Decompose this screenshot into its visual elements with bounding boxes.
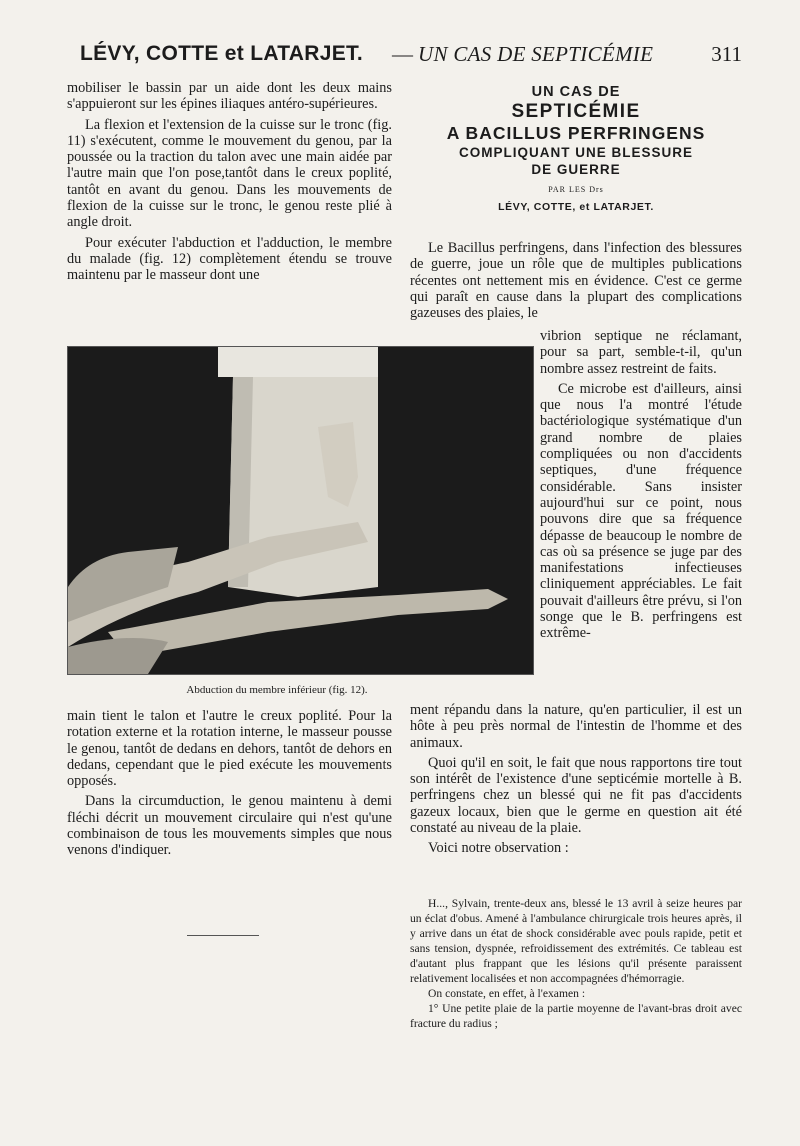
paragraph: main tient le talon et l'autre le creux poplité. Pour la rotation externe et la rotation interne, le masseur pousse le genou, tantôt de dedans en dehors, tantôt de dehors en dedans, cependant que le pied exécute les mouvements opposés. (67, 708, 392, 790)
page-number: 311 (711, 42, 742, 66)
paragraph: vibrion septique ne réclamant, pour sa part, semble-t-il, qu'un nombre assez restreint de faits. (540, 328, 742, 377)
leg-abduction-illustration (68, 347, 533, 674)
paragraph: mobiliser le bassin par un aide dont les deux mains s'appuieront sur les épines iliaques antéro-supérieures. (67, 80, 392, 113)
paragraph: H..., Sylvain, trente-deux ans, blessé le 13 avril à seize heures par un éclat d'obus. Amené à l'ambulance chirurgicale trois heures après, il y arrive dans un état de shock considérable avec pouls rapide, petit et sans tension, dyspnée, refroidissement des extrémités. Ce tableau est d'autant plus frappant que les lésions qu'il présente paraissent relativement localisées et non accompagnées d'hémorragie. (410, 897, 742, 985)
article-authors: LÉVY, COTTE, et LATARJET. (498, 201, 654, 213)
header-running-title: UN CAS DE SEPTICÉMIE (418, 42, 654, 66)
heading-line: DE GUERRE (531, 162, 621, 177)
heading-line: SEPTICÉMIE (511, 101, 641, 122)
paragraph: 1° Une petite plaie de la partie moyenne de l'avant-bras droit avec fracture du radius ; (410, 1002, 742, 1030)
paragraph: On constate, en effet, à l'examen : (428, 987, 586, 1000)
header-separator: — (392, 42, 413, 66)
case-report (410, 896, 742, 1031)
paragraph: Quoi qu'il en soit, le fait que nous rapportons tire tout son intérêt de l'existence d'une septicémie mortelle à B. perfringens chez un blessé qui ne fit pas d'accidents gazeux locaux, bien que le germe en question ait été constaté au niveau de la plaie. (410, 754, 742, 837)
figure-photograph (67, 346, 534, 675)
section-divider (187, 935, 259, 936)
paragraph: Le Bacillus perfringens, dans l'infection des blessures de guerre, joue un rôle que de multiples publications récentes ont nettement mis en évidence. C'est ce germe qui paraît en cause dans la plupart des complications gazeuses des plaies, le (410, 240, 742, 322)
figure-caption: Abduction du membre inférieur (fig. 12). (186, 684, 368, 696)
paragraph: Voici notre observation : (428, 840, 569, 857)
byline: PAR LES Drs (548, 185, 604, 194)
left-column-bottom (67, 708, 392, 859)
right-column-top (410, 240, 742, 321)
paragraph: Dans la circumduction, le genou maintenu à demi fléchi décrit un mouvement circulaire qui n'est qu'une combinaison de tous les mouvements simples que nous venons d'indiquer. (67, 793, 392, 859)
paragraph: ment répandu dans la nature, qu'en particulier, il est un hôte à peu près normal de l'intestin de l'homme et des animaux. (410, 702, 742, 751)
paragraph: Pour exécuter l'abduction et l'adduction, le membre du malade (fig. 12) complètement étendu se trouve maintenu par le masseur dont une (67, 234, 392, 284)
right-column-bottom (410, 702, 742, 857)
right-column-wrap (540, 328, 742, 642)
running-header (66, 40, 742, 74)
left-column-top (67, 80, 392, 284)
header-authors: LÉVY, COTTE et LATARJET. (80, 42, 363, 65)
heading-line: UN CAS DE (531, 84, 621, 100)
article-heading (408, 84, 744, 214)
paragraph: La flexion et l'extension de la cuisse sur le tronc (fig. 11) s'exécutent, comme le mouvement du genou, par la poussée ou la traction du talon avec une main aidée par l'autre main que l'on pose,tantôt dans le creux poplité, tantôt en avant du genou. Dans les mouvements de flexion de la cuisse sur le tronc, le genou reste plié à angle droit. (67, 116, 392, 231)
paragraph: Ce microbe est d'ailleurs, ainsi que nous l'a montré l'étude bactériologique systématique d'un grand nombre de plaies compliquées ou non d'accidents septiques, d'une fréquence considérable. Sans insister aujourd'hui sur ce point, nous pouvons dire que sa fréquence dépasse de beaucoup le nombre de cas où sa présence se juge par des manifestations infectieuses cliniquement appréciables. Le fait pouvait d'ailleurs être prévu, si l'on songe que le B. perfringens est extrême- (540, 380, 742, 642)
heading-line: A BACILLUS PERFRINGENS (446, 123, 706, 143)
heading-line: COMPLIQUANT UNE BLESSURE (458, 145, 693, 160)
